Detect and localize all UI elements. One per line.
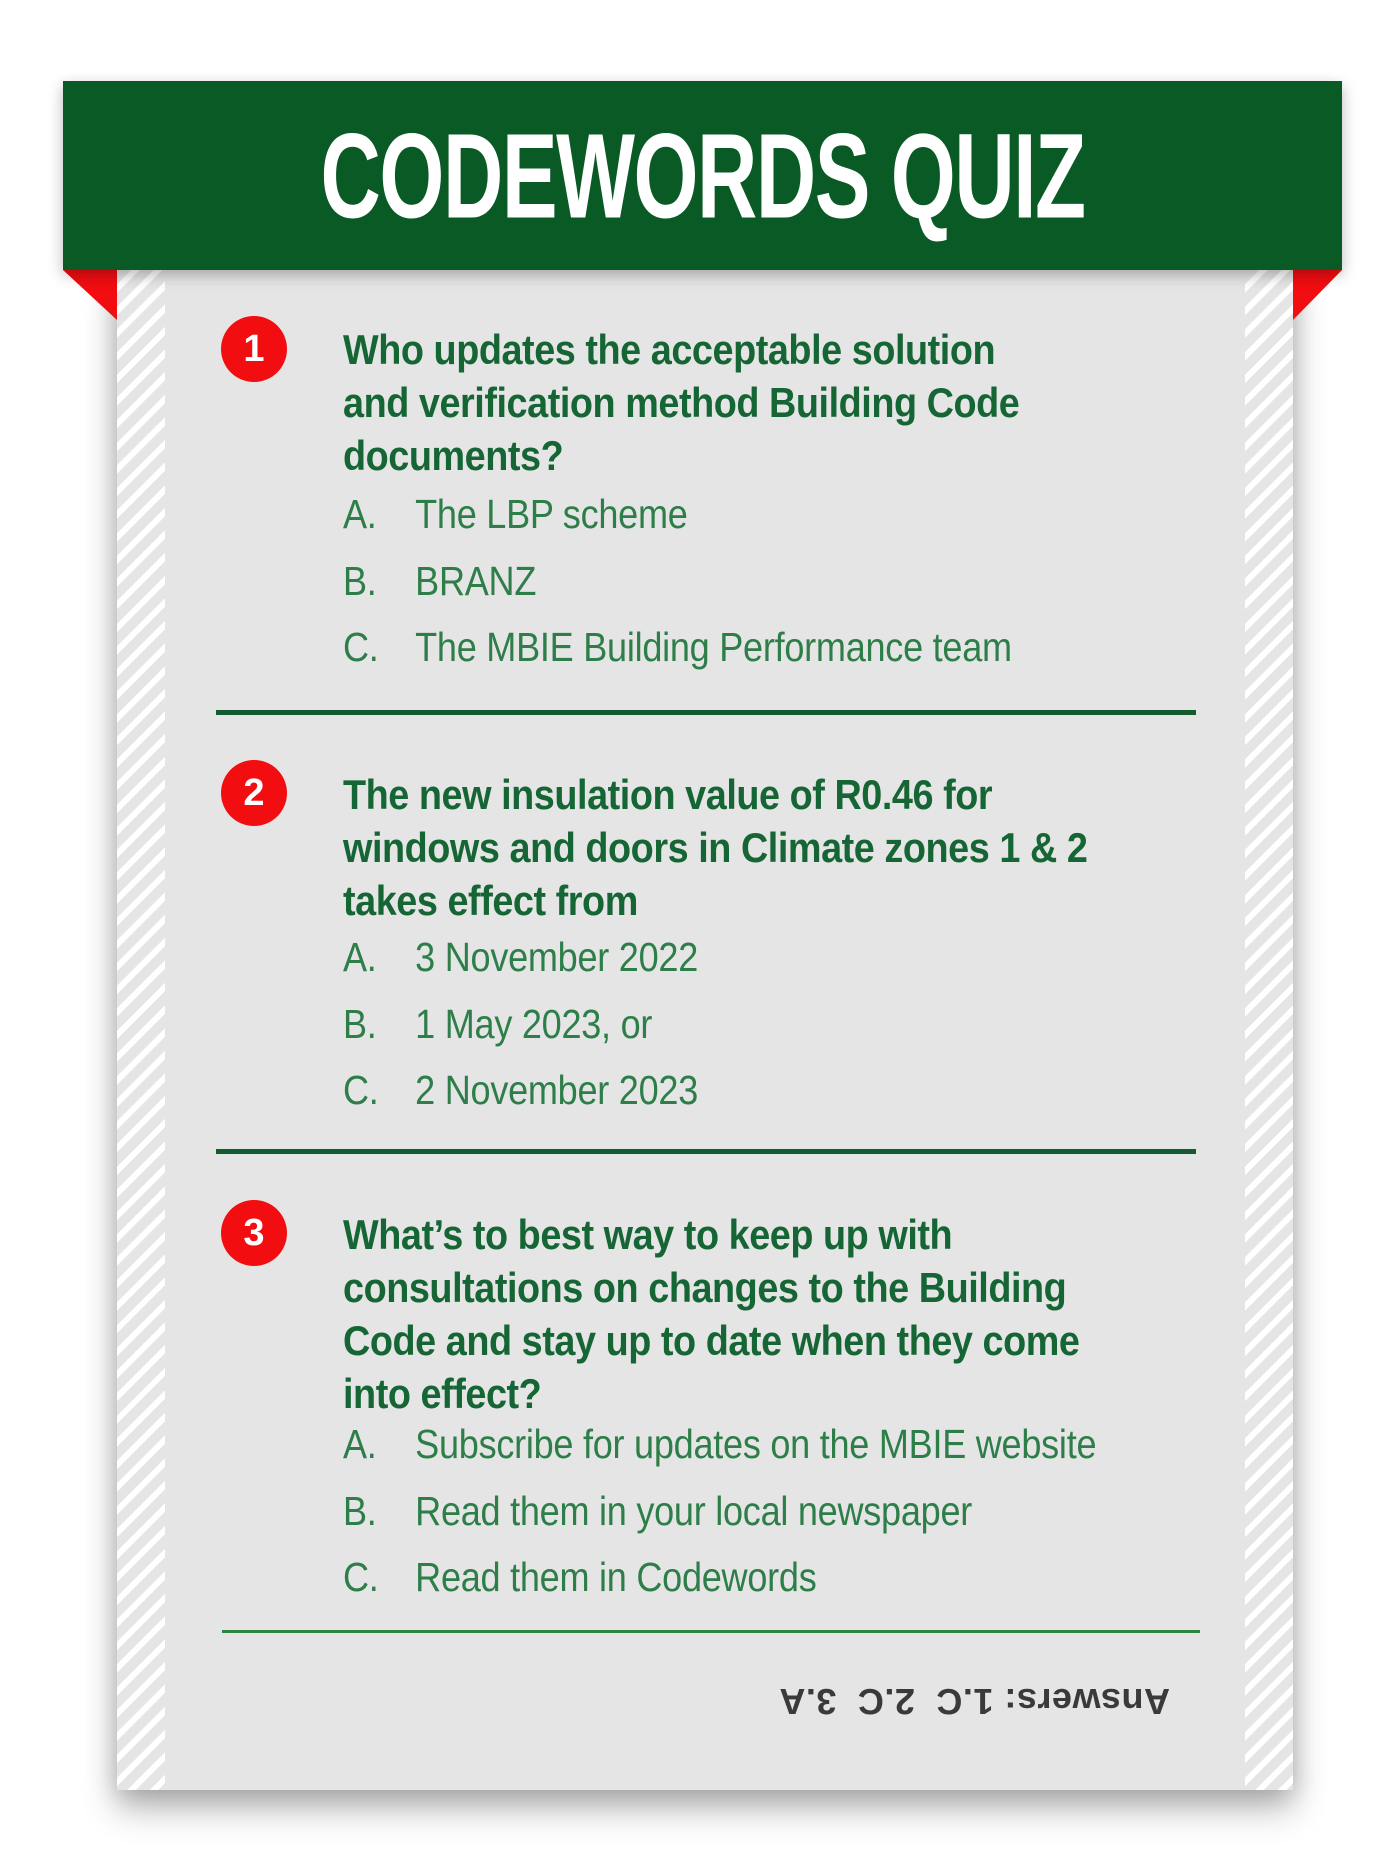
question-2-text (343, 768, 1087, 927)
question-3-option-b (343, 1486, 972, 1536)
option-text: The LBP scheme (415, 491, 688, 537)
quiz-title: CODEWORDS QUIZ (320, 107, 1085, 244)
question-3-option-a (343, 1419, 1096, 1469)
question-3-line: What’s to best way to keep up with (343, 1211, 953, 1258)
stripe-decoration-left (117, 270, 165, 1790)
question-1-line: documents? (343, 432, 564, 479)
option-letter: A. (343, 934, 377, 980)
question-1-line: Who updates the acceptable solution (343, 326, 996, 373)
question-2-option-c (343, 1065, 698, 1115)
question-1-number: 1 (243, 327, 265, 370)
question-2-line: takes effect from (343, 877, 638, 924)
option-text: 2 November 2023 (415, 1067, 699, 1113)
option-text: 3 November 2022 (415, 934, 699, 980)
question-3-text (343, 1208, 1079, 1420)
section-divider (216, 1149, 1196, 1154)
question-1-number-badge (221, 316, 287, 382)
option-text: 1 May 2023, or (415, 1001, 653, 1047)
option-letter: B. (343, 558, 377, 604)
question-3-option-c (343, 1552, 816, 1602)
stripe-decoration-right (1245, 270, 1293, 1790)
question-2-option-b (343, 999, 652, 1049)
option-letter: A. (343, 491, 377, 537)
question-2-line: windows and doors in Climate zones 1 & 2 (343, 824, 1088, 871)
question-2-number: 2 (243, 771, 265, 814)
question-1-text (343, 323, 1019, 482)
ribbon-fold-left (63, 270, 117, 320)
section-divider (216, 710, 1196, 715)
ribbon-fold-right (1293, 270, 1342, 320)
option-letter: A. (343, 1421, 377, 1467)
option-text: BRANZ (415, 558, 537, 604)
answers-upside-down-text: Answers: 1.C 2.C 3.A (778, 1681, 1170, 1722)
question-2-option-a (343, 932, 698, 982)
option-text: Read them in Codewords (415, 1554, 817, 1600)
answers-divider (222, 1630, 1200, 1633)
question-1-option-b (343, 556, 536, 606)
question-3-line: into effect? (343, 1370, 542, 1417)
option-letter: C. (343, 1067, 379, 1113)
question-3-line: consultations on changes to the Building (343, 1264, 1067, 1311)
question-2-number-badge (221, 760, 287, 826)
question-3-number-badge (221, 1200, 287, 1266)
question-1-line: and verification method Building Code (343, 379, 1020, 426)
option-letter: C. (343, 1554, 379, 1600)
option-text: The MBIE Building Performance team (415, 624, 1012, 670)
option-letter: C. (343, 624, 379, 670)
question-1-option-a (343, 489, 688, 539)
option-text: Read them in your local newspaper (415, 1488, 973, 1534)
quiz-banner (63, 81, 1342, 270)
question-1-option-c (343, 622, 1012, 672)
option-text: Subscribe for updates on the MBIE website (415, 1421, 1097, 1467)
question-2-line: The new insulation value of R0.46 for (343, 771, 993, 818)
question-3-line: Code and stay up to date when they come (343, 1317, 1080, 1364)
option-letter: B. (343, 1001, 377, 1047)
question-3-number: 3 (243, 1211, 265, 1254)
option-letter: B. (343, 1488, 377, 1534)
